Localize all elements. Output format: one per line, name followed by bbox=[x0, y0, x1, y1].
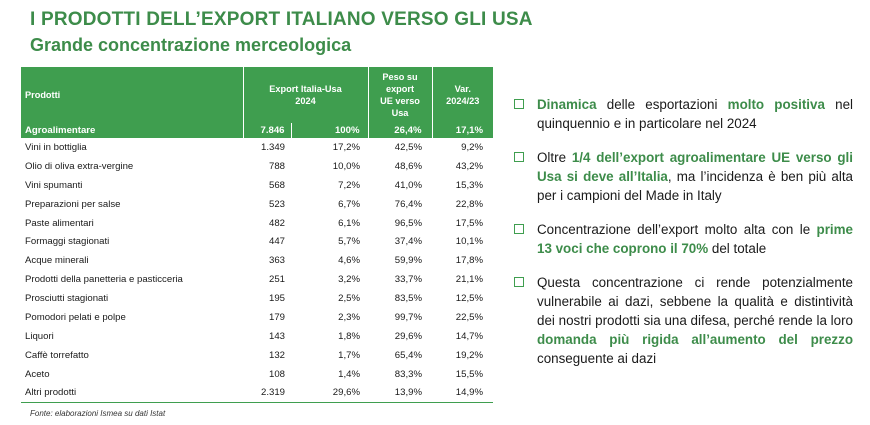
checkbox-bullet-icon bbox=[514, 224, 524, 234]
cell-export: 251 bbox=[268, 274, 285, 286]
cell-share: 2,5% bbox=[338, 293, 360, 305]
cell-export: 1.349 bbox=[260, 141, 285, 153]
cell-var: 22,8% bbox=[455, 198, 483, 210]
table-row bbox=[21, 308, 493, 327]
cell-peso: 13,9% bbox=[368, 384, 432, 403]
cell-product: Altri prodotti bbox=[21, 384, 243, 403]
bullet-item bbox=[513, 273, 853, 368]
cell-export: 132 bbox=[268, 349, 285, 361]
bullet-item bbox=[513, 148, 853, 205]
cell-var: 17,8% bbox=[455, 255, 483, 267]
header-prodotti: Prodotti bbox=[21, 67, 243, 123]
table-row bbox=[21, 232, 493, 251]
table-row bbox=[21, 214, 493, 233]
cell-product: Acque minerali bbox=[25, 255, 89, 267]
table-row-agroalimentare bbox=[21, 123, 493, 138]
page-subtitle: Grande concentrazione merceologica bbox=[30, 35, 352, 55]
cell-export: 195 bbox=[268, 293, 285, 305]
cell-share: 7,2% bbox=[338, 179, 360, 191]
table-row bbox=[21, 270, 493, 289]
bullet-text: Oltre bbox=[537, 150, 572, 165]
cell-export: 523 bbox=[268, 198, 285, 210]
cell-var: 17,1% bbox=[455, 125, 483, 136]
export-table bbox=[21, 67, 493, 403]
bullet-text: Concentrazione dell’export molto alta con le bbox=[537, 222, 817, 237]
cell-product: Pomodori pelati e polpe bbox=[25, 311, 126, 323]
cell-var: 14,7% bbox=[455, 330, 483, 342]
cell-product: Aceto bbox=[25, 368, 50, 380]
cell-peso: 83,3% bbox=[394, 368, 422, 380]
cell-export: 143 bbox=[268, 330, 285, 342]
cell-export: 363 bbox=[268, 255, 285, 267]
cell-peso: 33,7% bbox=[394, 274, 422, 286]
cell-share: 6,1% bbox=[338, 217, 360, 229]
header-export: Export Italia-Usa 2024 bbox=[243, 67, 368, 123]
cell-product: Prosciutti stagionati bbox=[25, 293, 109, 305]
cell-share: 29,6% bbox=[291, 384, 368, 403]
cell-product: Vini spumanti bbox=[25, 179, 83, 191]
bullet-highlight: domanda più rigida all’aumento del prezzo bbox=[537, 332, 853, 347]
bullet-text: conseguente ai dazi bbox=[537, 351, 657, 366]
cell-var: 15,5% bbox=[455, 368, 483, 380]
bullet-text: delle esportazioni bbox=[596, 97, 728, 112]
cell-share: 17,2% bbox=[332, 141, 360, 153]
cell-var: 17,5% bbox=[455, 217, 483, 229]
table-row bbox=[21, 289, 493, 308]
cell-product: Formaggi stagionati bbox=[25, 236, 110, 248]
cell-var: 12,5% bbox=[455, 293, 483, 305]
header-peso: Peso su export UE verso Usa bbox=[368, 67, 432, 123]
cell-export: 2.319 bbox=[243, 384, 291, 403]
cell-share: 6,7% bbox=[338, 198, 360, 210]
cell-product: Liquori bbox=[25, 330, 54, 342]
cell-peso: 99,7% bbox=[394, 311, 422, 323]
cell-peso: 26,4% bbox=[368, 123, 432, 138]
table-row bbox=[21, 176, 493, 195]
cell-export: 108 bbox=[268, 368, 285, 380]
cell-export: 447 bbox=[268, 236, 285, 248]
cell-share: 4,6% bbox=[338, 255, 360, 267]
bullet-highlight: Dinamica bbox=[537, 97, 597, 112]
table-header-row bbox=[21, 67, 493, 123]
cell-share: 2,3% bbox=[338, 311, 360, 323]
bullet-text: del totale bbox=[708, 241, 767, 256]
table-row bbox=[21, 195, 493, 214]
cell-peso: 76,4% bbox=[394, 198, 422, 210]
bullet-text: nel quinquennio e in particolare nel 2024 bbox=[537, 97, 853, 131]
cell-product: Paste alimentari bbox=[25, 217, 94, 229]
table-row bbox=[21, 365, 493, 384]
cell-peso: 41,0% bbox=[394, 179, 422, 191]
bullet-highlight: prime 13 voci che coprono il 70% bbox=[537, 222, 853, 256]
cell-share: 3,2% bbox=[338, 274, 360, 286]
bullet-item bbox=[513, 220, 853, 258]
table-row bbox=[21, 327, 493, 346]
cell-var: 21,1% bbox=[455, 274, 483, 286]
table-row bbox=[21, 251, 493, 270]
cell-peso: 48,6% bbox=[394, 160, 422, 172]
cell-peso: 42,5% bbox=[394, 141, 422, 153]
cell-product: Olio di oliva extra-vergine bbox=[25, 160, 134, 172]
cell-peso: 29,6% bbox=[394, 330, 422, 342]
table-row bbox=[21, 384, 493, 403]
cell-product: Vini in bottiglia bbox=[25, 141, 87, 153]
cell-peso: 59,9% bbox=[394, 255, 422, 267]
cell-export: 788 bbox=[268, 160, 285, 172]
cell-var: 9,2% bbox=[461, 141, 483, 153]
checkbox-bullet-icon bbox=[514, 277, 524, 287]
cell-share: 1,7% bbox=[338, 349, 360, 361]
page-title: I PRODOTTI DELL’EXPORT ITALIANO VERSO GLI USA bbox=[30, 9, 533, 30]
table-row bbox=[21, 346, 493, 365]
source-note: Fonte: elaborazioni Ismea su dati Istat bbox=[30, 409, 166, 418]
cell-peso: 83,5% bbox=[394, 293, 422, 305]
cell-var: 15,3% bbox=[455, 179, 483, 191]
cell-var: 22,5% bbox=[455, 311, 483, 323]
cell-var: 10,1% bbox=[455, 236, 483, 248]
cell-product: Agroalimentare bbox=[21, 123, 243, 138]
cell-export: 7.846 bbox=[243, 123, 291, 138]
cell-var: 43,2% bbox=[455, 160, 483, 172]
cell-share: 1,4% bbox=[338, 368, 360, 380]
cell-share: 5,7% bbox=[338, 236, 360, 248]
cell-export: 179 bbox=[268, 311, 285, 323]
table-row bbox=[21, 157, 493, 176]
checkbox-bullet-icon bbox=[514, 152, 524, 162]
cell-product: Preparazioni per salse bbox=[25, 198, 121, 210]
checkbox-bullet-icon bbox=[514, 99, 524, 109]
bullet-item bbox=[513, 95, 853, 133]
cell-export: 482 bbox=[268, 217, 285, 229]
bullet-text: , ma l’incidenza è ben più alta per i campioni del Made in Italy bbox=[537, 169, 853, 203]
cell-share: 10,0% bbox=[332, 160, 360, 172]
cell-peso: 37,4% bbox=[394, 236, 422, 248]
bullet-highlight: molto positiva bbox=[727, 97, 825, 112]
cell-product: Prodotti della panetteria e pasticceria bbox=[25, 274, 183, 286]
table-row bbox=[21, 138, 493, 157]
cell-share: 100% bbox=[291, 123, 368, 138]
bullet-text: Questa concentrazione ci rende potenzialmente vulnerabile ai dazi, sebbene la qualità e distintività dei nostri prodotti sia una difesa, perché rende la loro bbox=[537, 275, 853, 328]
cell-var: 19,2% bbox=[455, 349, 483, 361]
cell-share: 1,8% bbox=[338, 330, 360, 342]
cell-peso: 65,4% bbox=[394, 349, 422, 361]
bullet-highlight: 1/4 dell’export agroalimentare UE verso gli Usa si deve all’Italia bbox=[537, 150, 853, 184]
cell-product: Caffè torrefatto bbox=[25, 349, 89, 361]
bullet-list bbox=[513, 95, 853, 383]
cell-var: 14,9% bbox=[432, 384, 493, 403]
cell-export: 568 bbox=[268, 179, 285, 191]
header-var: Var. 2024/23 bbox=[446, 84, 480, 106]
cell-peso: 96,5% bbox=[394, 217, 422, 229]
